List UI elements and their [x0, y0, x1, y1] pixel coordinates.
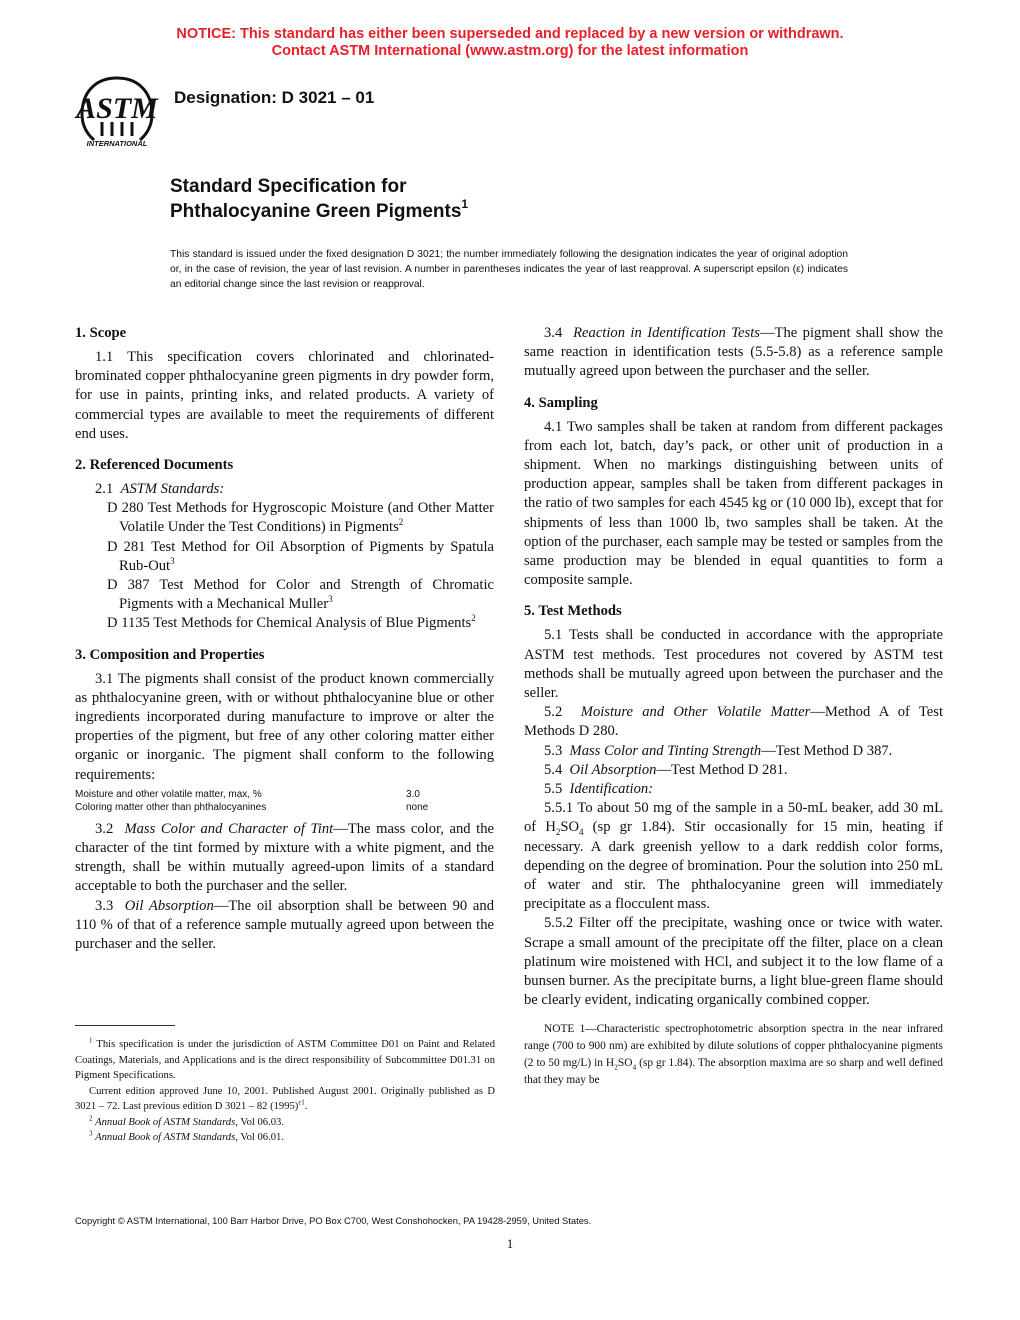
- section-1-1: 1.1 This specification covers chlorinated and chlorinated-brominated copper phthalocyanine green pigments in dry powder form, for use in paints, printing inks, and related products. A variety of commercial types are available to meet the requirements of different end uses.: [75, 349, 494, 442]
- section-5-5: 5.5 Identification:: [544, 781, 654, 798]
- left-column: [75, 324, 494, 954]
- copyright-line: Copyright © ASTM International, 100 Barr Harbor Drive, PO Box C700, West Conshohocken, PA 19428-2959, United States.: [75, 1215, 592, 1226]
- table-row: [75, 801, 494, 814]
- requirement-value: 3.0: [406, 788, 420, 800]
- astm-logo-icon: [72, 74, 162, 150]
- withdrawal-notice: [0, 26, 1020, 60]
- footnote-3: $^3$ Annual Book of ASTM Standards, Vol 06.01.: [89, 1129, 284, 1143]
- section-3-heading: 3. Composition and Properties: [75, 646, 265, 663]
- right-column: [524, 324, 943, 1089]
- table-row: [75, 788, 494, 801]
- footnotes: [75, 1037, 495, 1146]
- section-3-4: 3.4 Reaction in Identification Tests—The pigment shall show the same reaction in identification tests (5.5-5.8) as a reference sample mutually agreed upon between the purchaser and the seller.: [524, 325, 944, 380]
- logo-word: ASTM: [76, 92, 158, 125]
- notice-line-1: NOTICE: This standard has either been superseded and replaced by a new version or withdrawn.: [176, 26, 844, 42]
- section-2-heading: 2. Referenced Documents: [75, 457, 234, 474]
- section-5-5-2: 5.5.2 Filter off the precipitate, washing once or twice with water. Scrape a small amount of the precipitate off the filter, place on a clean platinum wire moistened with HCl, and subject it to the low flame of a bunsen burner. As the precipitate burns, a light blue-green flame should be clearly evident, indicating organically combined copper.: [524, 915, 943, 1009]
- requirement-value: none: [406, 801, 429, 813]
- title-line-2: Phthalocyanine Green Pigments: [170, 201, 462, 222]
- section-5-3: 5.3 Mass Color and Tinting Strength—Test Method D 387.: [544, 742, 893, 759]
- document-title: [170, 174, 468, 224]
- footnote-1: $^1$ This specification is under the jurisdiction of ASTM Committee D01 on Paint and Related Coatings, Materials, and Applications and is the direct responsibility of Subcommittee D01.31 on Pigment Specifications.: [75, 1036, 495, 1081]
- section-5-heading: 5. Test Methods: [524, 603, 622, 620]
- reference-d1135: D 1135 Test Methods for Chemical Analysis of Blue Pigments$^2$: [107, 613, 476, 632]
- issuance-note: This standard is issued under the fixed designation D 3021; the number immediately following the designation indicates the year of original adoption or, in the case of revision, the year of last revision. A number in parentheses indicates the year of last reapproval. A superscript epsilon (ε) indicates an editorial change since the last revision or reapproval.: [170, 249, 848, 290]
- reference-d281: D 281 Test Method for Oil Absorption of Pigments by Spatula Rub-Out$^3$: [107, 538, 494, 574]
- note-1: NOTE 1—Characteristic spectrophotometric absorption spectra in the near infrared range (700 to 900 nm) are exhibited by dilute solutions of copper phthalocyanine pigments (2 to 50 mg/L) in $H_2SO_4$ (sp gr 1.84). The absorption maxima are so sharp and well defined that they may be: [524, 1022, 943, 1087]
- footnote-1-edition: Current edition approved June 10, 2001. Published August 2001. Originally published as D 3021 – 72. Last previous edition D 3021 – 82 $(1995)^{\varepsilon 1}$.: [75, 1085, 495, 1112]
- requirement-label: Moisture and other volatile matter, max, %: [75, 788, 262, 800]
- footnote-divider: [75, 1025, 175, 1026]
- reference-d387: D 387 Test Method for Color and Strength of Chromatic Pigments with a Mechanical Muller$^3$: [107, 577, 494, 613]
- requirements-table: [75, 788, 494, 814]
- notice-line-2: Contact ASTM International (www.astm.org) for the latest information: [271, 43, 749, 59]
- title-footnote-ref: 1: [461, 196, 469, 211]
- section-4-heading: 4. Sampling: [524, 394, 598, 411]
- reference-d280: D 280 Test Methods for Hygroscopic Moisture (and Other Matter Volatile Under the Test Conditions) in Pigments$^2$: [107, 500, 494, 536]
- section-3-3: 3.3 Oil Absorption—The oil absorption shall be between 90 and 110 % of that of a reference sample mutually agreed upon between the purchaser and the seller.: [75, 897, 494, 953]
- section-3-2: 3.2 Mass Color and Character of Tint—The mass color, and the character of the tint formed by mixture with a white pigment, and the strength, shall be within mutually agreed-upon limits of a standard acceptable to both the purchaser and the seller.: [75, 820, 494, 895]
- section-5-4: 5.4 Oil Absorption—Test Method D 281.: [544, 761, 788, 778]
- section-1-heading: 1. Scope: [75, 325, 127, 341]
- section-2-1: 2.1 ASTM Standards:: [95, 481, 225, 498]
- section-5-2: 5.2 Moisture and Other Volatile Matter—Method A of Test Methods D 280.: [524, 704, 944, 740]
- title-line-1: Standard Specification for: [170, 176, 407, 197]
- section-5-1: 5.1 Tests shall be conducted in accordance with the appropriate ASTM test methods. Test procedures not covered by ASTM test methods shall be mutually agreed upon between the purchaser and the seller.: [524, 627, 943, 702]
- section-4-1: 4.1 Two samples shall be taken at random from different packages from each lot, batch, day’s pack, or other unit of production in a shipment. When no markings distinguishing between units of production appear, samples shall be taken from different packages in the ratio of two samples for each 4545 kg or (10 000 lb), except that for shipments of less than 1000 lb, two samples shall be taken. At the option of the purchaser, each sample may be tested or samples from the same production may be blended in equal quantities to form a composite sample.: [524, 418, 943, 589]
- designation: Designation: D 3021 – 01: [174, 88, 375, 107]
- section-3-1: 3.1 The pigments shall consist of the product known commercially as phthalocyanine green, with or without phthalocyanine blue or other ingredients incorporated during manufacture to improve or alter the properties of the pigment, but free of any other coloring matter either organic or inorganic. The pigment shall conform to the following requirements:: [75, 670, 494, 783]
- requirement-label: Coloring matter other than phthalocyanines: [75, 801, 267, 813]
- section-5-5-1: 5.5.1 To about 50 mg of the sample in a 50-mL beaker, add 30 mL of $H_2SO_4$ (sp gr 1.84). Stir occasionally for 15 min, heating if necessary. A dark greenish yellow to a dark reddish color forms, depending on the degree of bromination. Pour the solution into 250 mL of water and stir. The phthalocyanine green will immediately precipitate as a flocculent mass.: [524, 800, 943, 913]
- logo-caption: INTERNATIONAL: [86, 139, 148, 148]
- footnote-2: $^2$ Annual Book of ASTM Standards, Vol 06.03.: [89, 1113, 284, 1128]
- page-number: 1: [506, 1236, 514, 1251]
